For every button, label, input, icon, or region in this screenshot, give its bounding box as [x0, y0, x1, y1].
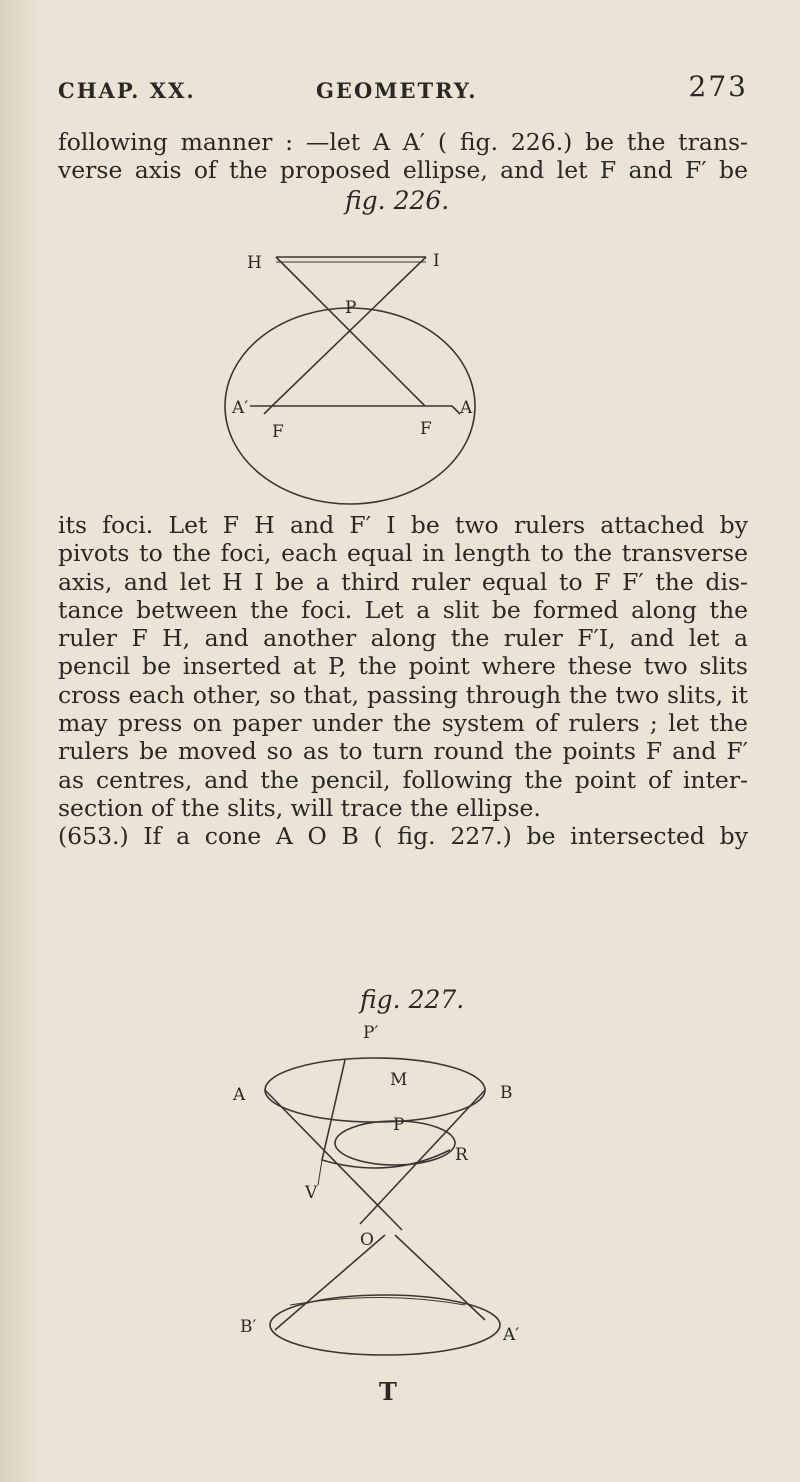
text-line: its foci. Let F H and F′ I be two rulers attached by — [58, 511, 748, 539]
text-line: cross each other, so that, passing through the two slits, it — [58, 680, 748, 709]
lower-base-ellipse — [270, 1295, 500, 1355]
label-p-prime: P′ — [363, 1023, 379, 1043]
text-line: tance between the foci. Let a slit be formed along the — [58, 595, 748, 624]
label-p: P — [345, 298, 357, 318]
label-b-prime: B′ — [240, 1317, 257, 1337]
text-line: ruler F H, and another along the ruler F′I, and let a — [58, 624, 748, 653]
label-h: H — [247, 253, 262, 273]
cone-lower-right-side — [395, 1235, 485, 1320]
text-line: (653.) If a cone A O B ( fig. 227.) be intersected by — [58, 822, 748, 851]
label-a: A — [233, 1085, 246, 1105]
label-p: P — [393, 1115, 405, 1135]
label-b: B — [500, 1083, 513, 1103]
chapter-label: CHAP. XX. — [58, 78, 196, 103]
figure-226-caption: fig. 226. — [345, 186, 450, 215]
label-a-prime: A′ — [232, 398, 249, 418]
figure-227-caption: fig. 227. — [360, 985, 465, 1014]
text-line: rulers be moved so as to turn round the points F and F′ — [58, 737, 748, 766]
upper-base-ellipse — [265, 1058, 485, 1122]
label-t: T — [379, 1377, 397, 1406]
label-v: V — [305, 1183, 318, 1203]
label-f: F — [272, 422, 284, 442]
text-line: pencil be inserted at P, the point where these two slits — [58, 652, 748, 681]
page-number: 273 — [688, 70, 748, 103]
text-line: verse axis of the proposed ellipse, and let F and F′ be — [58, 156, 748, 185]
text-line: pivots to the foci, each equal in length to the transverse — [58, 539, 748, 568]
text-line: may press on paper under the system of rulers ; let the — [58, 709, 748, 738]
section-title: GEOMETRY. — [316, 78, 478, 103]
label-r: R — [455, 1145, 468, 1165]
label-i: I — [433, 251, 440, 271]
label-f-prime: F — [420, 419, 432, 439]
section-curve — [322, 1060, 450, 1168]
label-a: A — [460, 398, 473, 418]
text-line: section of the slits, will trace the ellipse. — [58, 793, 541, 822]
label-m: M — [390, 1070, 408, 1090]
text-line: as centres, and the pencil, following the point of inter- — [58, 765, 748, 794]
text-line: axis, and let H I be a third ruler equal to F F′ the dis- — [58, 567, 748, 596]
text-line: following manner : —let A A′ ( fig. 226.) be the trans- — [58, 128, 748, 156]
label-a-prime: A′ — [503, 1325, 520, 1345]
label-o: O — [360, 1230, 374, 1250]
